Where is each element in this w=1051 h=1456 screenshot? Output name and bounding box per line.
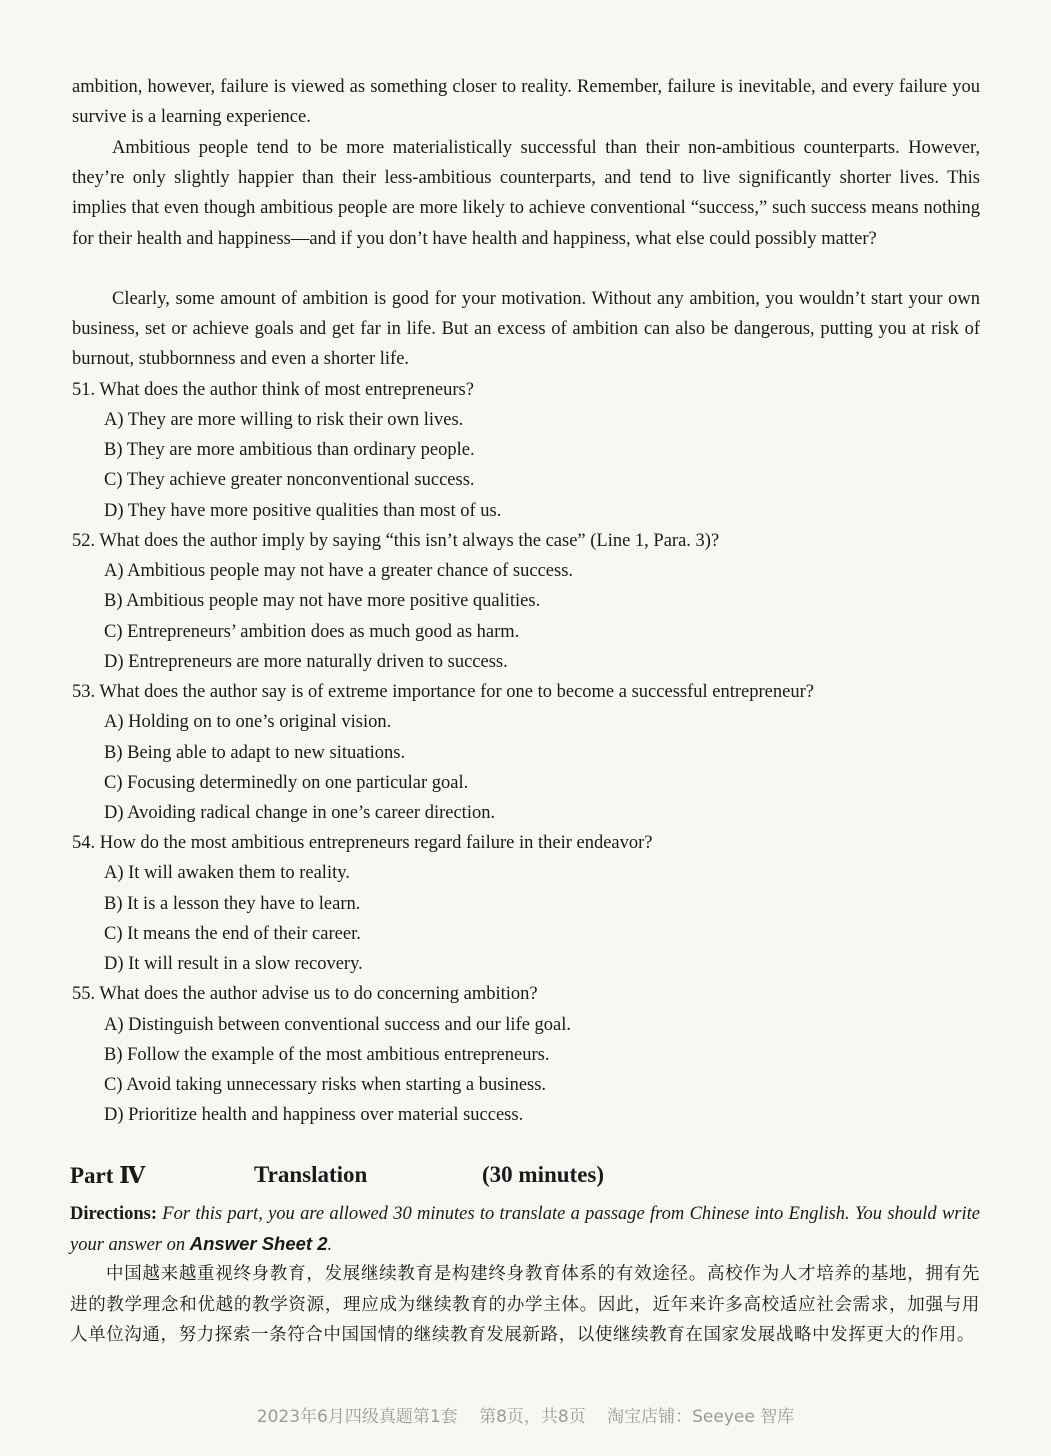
- passage-paragraph: ambition, however, failure is viewed as something closer to reality. Remember, failure is inevitable, and every failure you survive is a learning experience.: [72, 77, 980, 128]
- answer-option: A) Distinguish between conventional success and our life goal.: [104, 1015, 572, 1035]
- time-limit: (30 minutes): [482, 1162, 605, 1187]
- page-footer: [0, 1402, 1051, 1427]
- answer-option: B) They are more ambitious than ordinary people.: [104, 440, 475, 460]
- answer-option: A) Ambitious people may not have a greater chance of success.: [104, 561, 574, 581]
- directions-label: Directions:: [70, 1204, 157, 1224]
- answer-option: A) They are more willing to risk their own lives.: [104, 410, 464, 430]
- directions-text: For this part, you are allowed 30 minutes to translate a passage from Chinese into English. You should write your answer on: [70, 1204, 980, 1255]
- answer-option: D) Entrepreneurs are more naturally driven to success.: [104, 652, 508, 672]
- answer-option: B) Being able to adapt to new situations.: [104, 743, 406, 763]
- answer-option: A) It will awaken them to reality.: [104, 863, 350, 883]
- shop-info: 淘宝店铺：Seeyee 智库: [607, 1407, 795, 1427]
- answer-option: D) It will result in a slow recovery.: [104, 954, 363, 974]
- answer-option: C) Avoid taking unnecessary risks when starting a business.: [104, 1075, 547, 1095]
- question-stem: 51. What does the author think of most entrepreneurs?: [72, 380, 474, 400]
- exam-info: 2023年6月四级真题第1套: [256, 1407, 458, 1427]
- question-stem: 52. What does the author imply by saying “this isn’t always the case” (Line 1, Para. 3)?: [72, 531, 720, 551]
- answer-option: C) Focusing determinedly on one particular goal.: [104, 773, 469, 793]
- answer-option: D) Prioritize health and happiness over material success.: [104, 1105, 524, 1125]
- answer-option: C) They achieve greater nonconventional success.: [104, 470, 475, 490]
- answer-option: B) It is a lesson they have to learn.: [104, 894, 361, 914]
- answer-option: C) Entrepreneurs’ ambition does as much good as harm.: [104, 622, 520, 642]
- passage-paragraph: Clearly, some amount of ambition is good for your motivation. Without any ambition, you wouldn’t start your own business, set or achieve goals and get far in life. But an excess of ambition can also be dangerous, putting you at risk of burnout, stubbornness and even a shorter life.: [72, 289, 980, 370]
- answer-option: B) Ambitious people may not have more positive qualities.: [104, 591, 541, 611]
- question-stem: 54. How do the most ambitious entrepreneurs regard failure in their endeavor?: [72, 833, 653, 853]
- answer-option: C) It means the end of their career.: [104, 924, 361, 944]
- chinese-passage: 中国越来越重视终身教育，发展继续教育是构建终身教育体系的有效途径。高校作为人才培养的基地，拥有先进的教学理念和优越的教学资源，理应成为继续教育的办学主体。因此，近年来许多高校适应社会需求，加强与用人单位沟通，努力探索一条符合中国国情的继续教育发展新路，以使继续教育在国家发展战略中发挥更大的作用。: [70, 1264, 980, 1345]
- part-heading: [70, 1162, 770, 1198]
- passage-paragraph: Ambitious people tend to be more materialistically successful than their non-ambitious counterparts. However, they’re only slightly happier than their less-ambitious counterparts, and tend to live significantly shorter lives. This implies that even though ambitious people are more likely to achieve conventional “success,” such success means nothing for their health and happiness—and if you don’t have health and happiness, what else could possibly matter?: [72, 138, 980, 249]
- section-title: Translation: [254, 1162, 368, 1187]
- directions: [70, 1199, 980, 1260]
- question-stem: 53. What does the author say is of extreme importance for one to become a successful entrepreneur?: [72, 682, 814, 702]
- part-label: Part Ⅳ: [70, 1163, 146, 1188]
- answer-option: D) They have more positive qualities than most of us.: [104, 501, 502, 521]
- answer-option: D) Avoiding radical change in one’s career direction.: [104, 803, 496, 823]
- answer-sheet-reference: Answer Sheet 2: [189, 1233, 328, 1254]
- directions-end: .: [327, 1235, 333, 1255]
- question-stem: 55. What does the author advise us to do concerning ambition?: [72, 984, 538, 1004]
- page-number: 第8页，共8页: [479, 1407, 586, 1427]
- answer-option: A) Holding on to one’s original vision.: [104, 712, 392, 732]
- answer-option: B) Follow the example of the most ambitious entrepreneurs.: [104, 1045, 550, 1065]
